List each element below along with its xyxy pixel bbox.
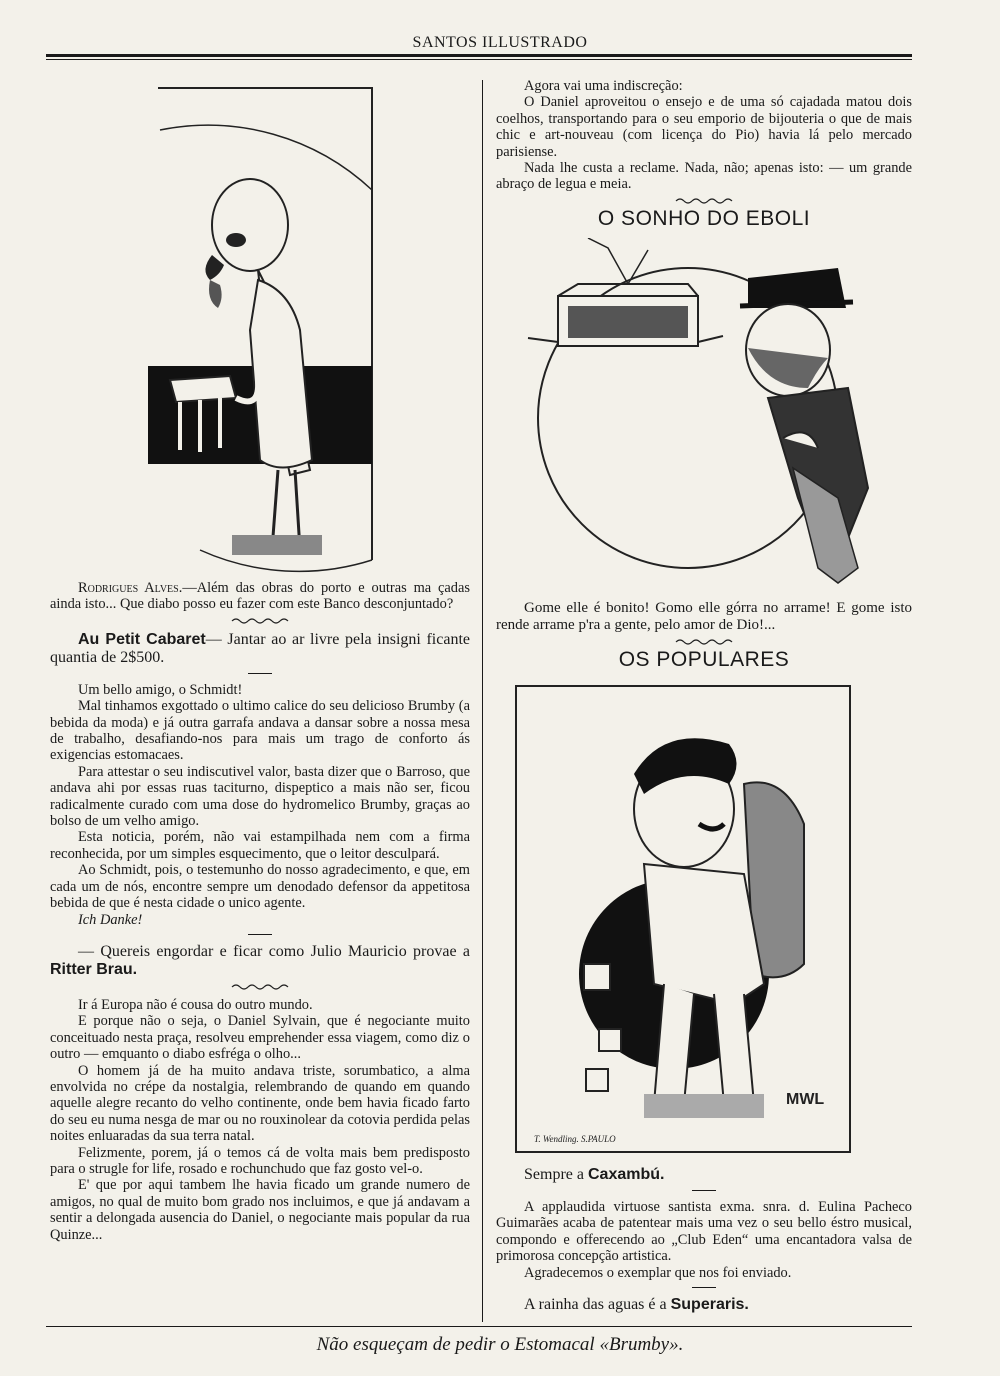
column-divider [482,80,483,1322]
caxambu-ad [496,1166,912,1184]
schmidt-paragraph: Mal tinhamos exgottado o ultimo calice do seu delicioso Brumby (a bebida da moda) e já outra garrafa andava a dansar sobre a nossa mesa de trabalho, desafiando-nos para mais um trago de conforto ás exigencias estomacaes. [50,698,470,764]
short-rule [692,1190,716,1191]
caption-name: Rodrigues Alves [78,580,179,596]
ritter-text: — Quereis engordar e ficar como Julio Mauricio provae a [78,942,470,960]
caxambu-brand: Caxambú. [587,1166,665,1183]
schmidt-paragraph: Um bello amigo, o Schmidt! [78,681,243,698]
populares-title: OS POPULARES [618,648,790,671]
rodrigues-alves-caricature [140,80,380,575]
superaris-brand: Superaris. [670,1296,749,1314]
ritter-ad [50,943,470,979]
thanks-paragraph: Agradecemos o exemplar que nos foi enviado. [524,1264,792,1281]
ritter-brand: Ritter Brau. [50,960,138,978]
right-column-intro [496,78,912,230]
short-rule [692,1287,716,1288]
intro-paragraph: Nada lhe custa a reclame. Nada, não; apenas isto: — um grande abraço de legua e meia. [496,160,912,193]
schmidt-paragraph: Ao Schmidt, pois, o testemunho do nosso agradecimento, e que, em cada um de nós, encontre sempre um denodado defensor da appetitosa bebida de que é nesta cidade o unico agente. [50,862,470,912]
schmidt-paragraph: Esta noticia, porém, não vai estampilhada nem com a firma reconhecida, por um simples esquecimento, que o leitor desculpará. [50,829,470,862]
right-column-mid [496,600,912,671]
cabaret-ad [50,631,470,667]
header-rule-thin [46,59,912,60]
left-column [50,580,470,1243]
header-rule [46,54,912,57]
caxambu-text: Sempre a [524,1166,588,1183]
squiggle-divider [230,983,290,991]
eulina-paragraph: A applaudida virtuose santista exma. snra. d. Eulina Pacheco Guimarães acaba de patentear mais uma vez o seu bello éstro musical, compondo e offerecendo ao „Club Eden“ uma encantadora valsa de primorosa concepção artistica. [496,1199,912,1265]
caption-text: .—Além das obras do porto e outras ma çadas ainda isto... Que diabo posso eu fazer com este Banco desconjuntado? [50,580,470,613]
os-populares-caricature [514,684,854,1158]
squiggle-divider [230,617,290,625]
daniel-paragraph: O homem já de ha muito andava triste, sorumbatico, a alma envolvida no crépe da nostalgia, relembrando de quando em quando aquelle alegre recanto do velho continente, onde bem havia ficado farto do seu eu numa nesga de mar ou no rouxinolear da cotovia perdida pelas noites enluaradas da sua terra natal. [50,1062,470,1145]
daniel-paragraph: Felizmente, porem, já o temos cá de volta mais bem predisposto para o strugle for life, rosado e rochunchudo que faz gosto vel-o. [50,1144,470,1177]
caricature-caption [50,580,470,613]
footer-slogan: Não esqueçam de pedir o Estomacal «Brumby». [316,1334,684,1355]
illustration-monogram: MWL [786,1091,825,1108]
daniel-paragraph: E porque não o seja, o Daniel Sylvain, que é negociante muito conceituado nesta praça, resolveu emprehender essa viagem, como diz o outro — emquanto o diabo esfrégа o olho... [50,1013,470,1063]
sonho-title: O SONHO DO EBOLI [597,206,811,230]
superaris-text: A rainha das aguas é a [524,1296,671,1314]
schmidt-paragraph: Para attestar o seu indiscutivel valor, basta dizer que o Barroso, que andava ahi por essas ruas taciturno, dispeptico a mais não ser, ficou radicalmente curado com uma dose do hydromelico Brumby, graças ao bolso de um velho amigo. [50,763,470,830]
squiggle-divider [674,638,734,646]
short-rule [248,673,272,674]
right-column-bottom [496,1166,912,1314]
cabaret-text: — Jantar ao ar livre pela insigni ficante quantia de 2$500. [50,630,470,666]
sonho-caption: Gome elle é bonito! Gomo elle górra no arrame! E gome isto rende arrame p'ra a gente, pelo amor de Dio!... [496,600,912,633]
superaris-ad [496,1296,912,1314]
footer-rule [46,1326,912,1327]
daniel-paragraph: E' que por aqui tambem lhe havia ficado um grande numero de amigos, no qual de muito bom grado nos incluimos, e que já andavam a sentir a delongada ausencia do Daniel, o negociante mais popular da rua Quinze... [50,1177,470,1243]
page-header-title: SANTOS ILLUSTRADO [412,34,588,51]
daniel-paragraph: Ir á Europa não é cousa do outro mundo. [78,996,313,1013]
sonho-do-eboli-caricature [518,238,888,598]
illustration-credit: T. Wendling. S.PAULO [534,1134,616,1144]
squiggle-divider [674,197,734,205]
short-rule [248,934,272,935]
cabaret-title: Au Petit Cabaret [78,630,206,648]
schmidt-signoff: Ich Danke! [78,911,143,928]
intro-paragraph: Agora vai uma indiscreção: [524,78,683,94]
intro-paragraph: O Daniel aproveitou o ensejo e de uma só cajadada matou dois coelhos, transportando para o seu emporio de bijouteria o que de mais chic e art-nouveau (com licença do Pio) havia lá pelo mercado parisiense. [496,94,912,160]
